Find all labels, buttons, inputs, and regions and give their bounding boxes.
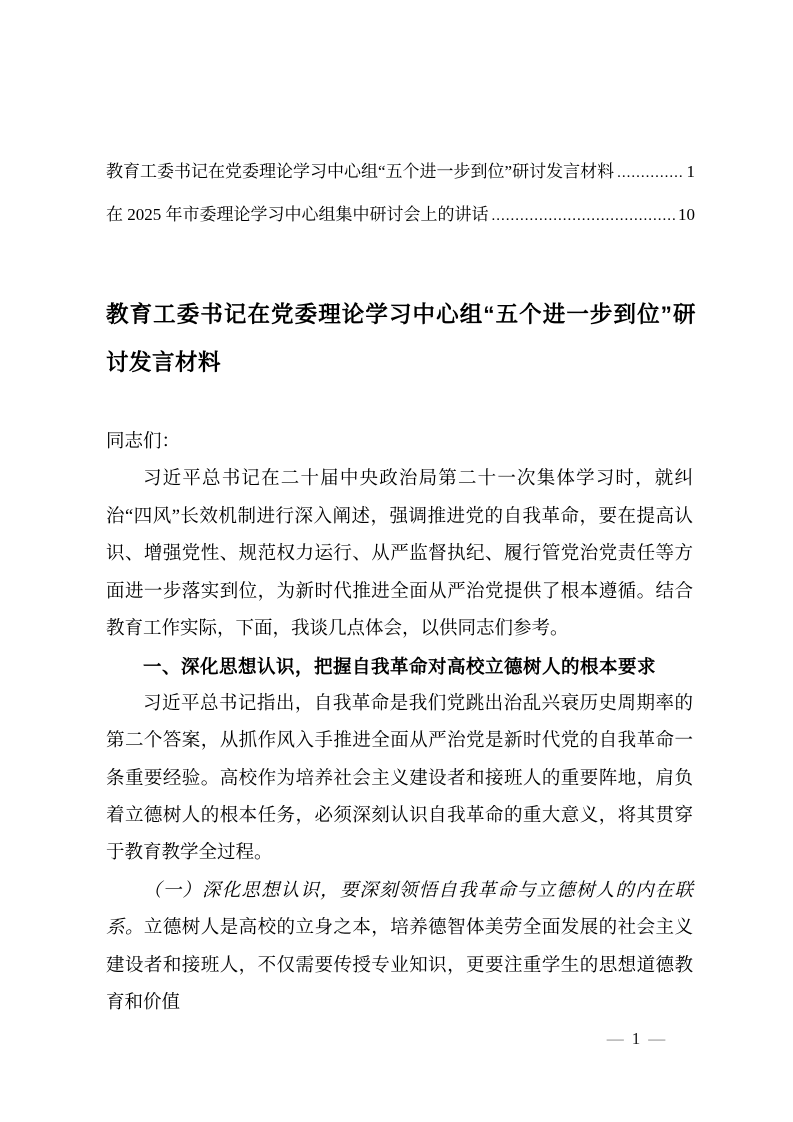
subsection-1-text: 立德树人是高校的立身之本，培养德智体美劳全面发展的社会主义建设者和接班人，不仅需要传授专业知识，更要注重学生的思想道德教育和价值 [106, 918, 693, 1014]
toc-entry-2[interactable] [106, 194, 695, 237]
section-1-heading: 一、深化思想认识，把握自我革命对高校立德树人的根本要求 [143, 656, 657, 678]
toc-dot-leader [492, 194, 676, 237]
toc-entry-1-page-number: 1 [686, 162, 695, 181]
toc-entry-1[interactable] [106, 151, 695, 194]
table-of-contents [106, 151, 695, 237]
toc-entry-1-title: 教育工委书记在党委理论学习中心组“五个进一步到位”研讨发言材料 [106, 162, 615, 181]
intro-paragraph: 习近平总书记在二十届中央政治局第二十一次集体学习时，就纠治“四风”长效机制进行深入阐述，强调推进党的自我革命，要在提高认识、增强党性、规范权力运行、从严监督执纪、履行管党治党责任等方面进一步落实到位，为新时代推进全面从严治党提供了根本遵循。结合教育工作实际，下面，我谈几点体会，以供同志们参考。 [106, 469, 693, 640]
toc-entry-2-page-number: 10 [678, 205, 695, 224]
toc-dot-leader [617, 151, 683, 194]
salutation: 同志们： [106, 432, 181, 452]
footer-right-dash: — [648, 1029, 666, 1048]
document-body [106, 424, 693, 1023]
section-1-paragraph: 习近平总书记指出，自我革命是我们党跳出治乱兴衰历史周期率的第二个答案，从抓作风入手推进全面从严治党是新时代党的自我革命一条重要经验。高校作为培养社会主义建设者和接班人的重要阵地，肩负着立德树人的根本任务，必须深刻认识自我革命的重大意义，将其贯穿于教育教学全过程。 [106, 693, 693, 864]
footer-page-number: 1 [631, 1029, 641, 1048]
page-number-footer [596, 1029, 676, 1049]
footer-left-dash: — [606, 1029, 624, 1048]
subsection-1-lead-sentence: （一）深化思想认识，要深刻领悟自我革命与立德树人的内在联系。 [106, 880, 693, 939]
toc-entry-2-title: 在 2025 年市委理论学习中心组集中研讨会上的讲话 [106, 205, 489, 224]
document-title: 教育工委书记在党委理论学习中心组“五个进一步到位”研讨发言材料 [106, 302, 696, 376]
subsection-1-paragraph [106, 873, 693, 1023]
